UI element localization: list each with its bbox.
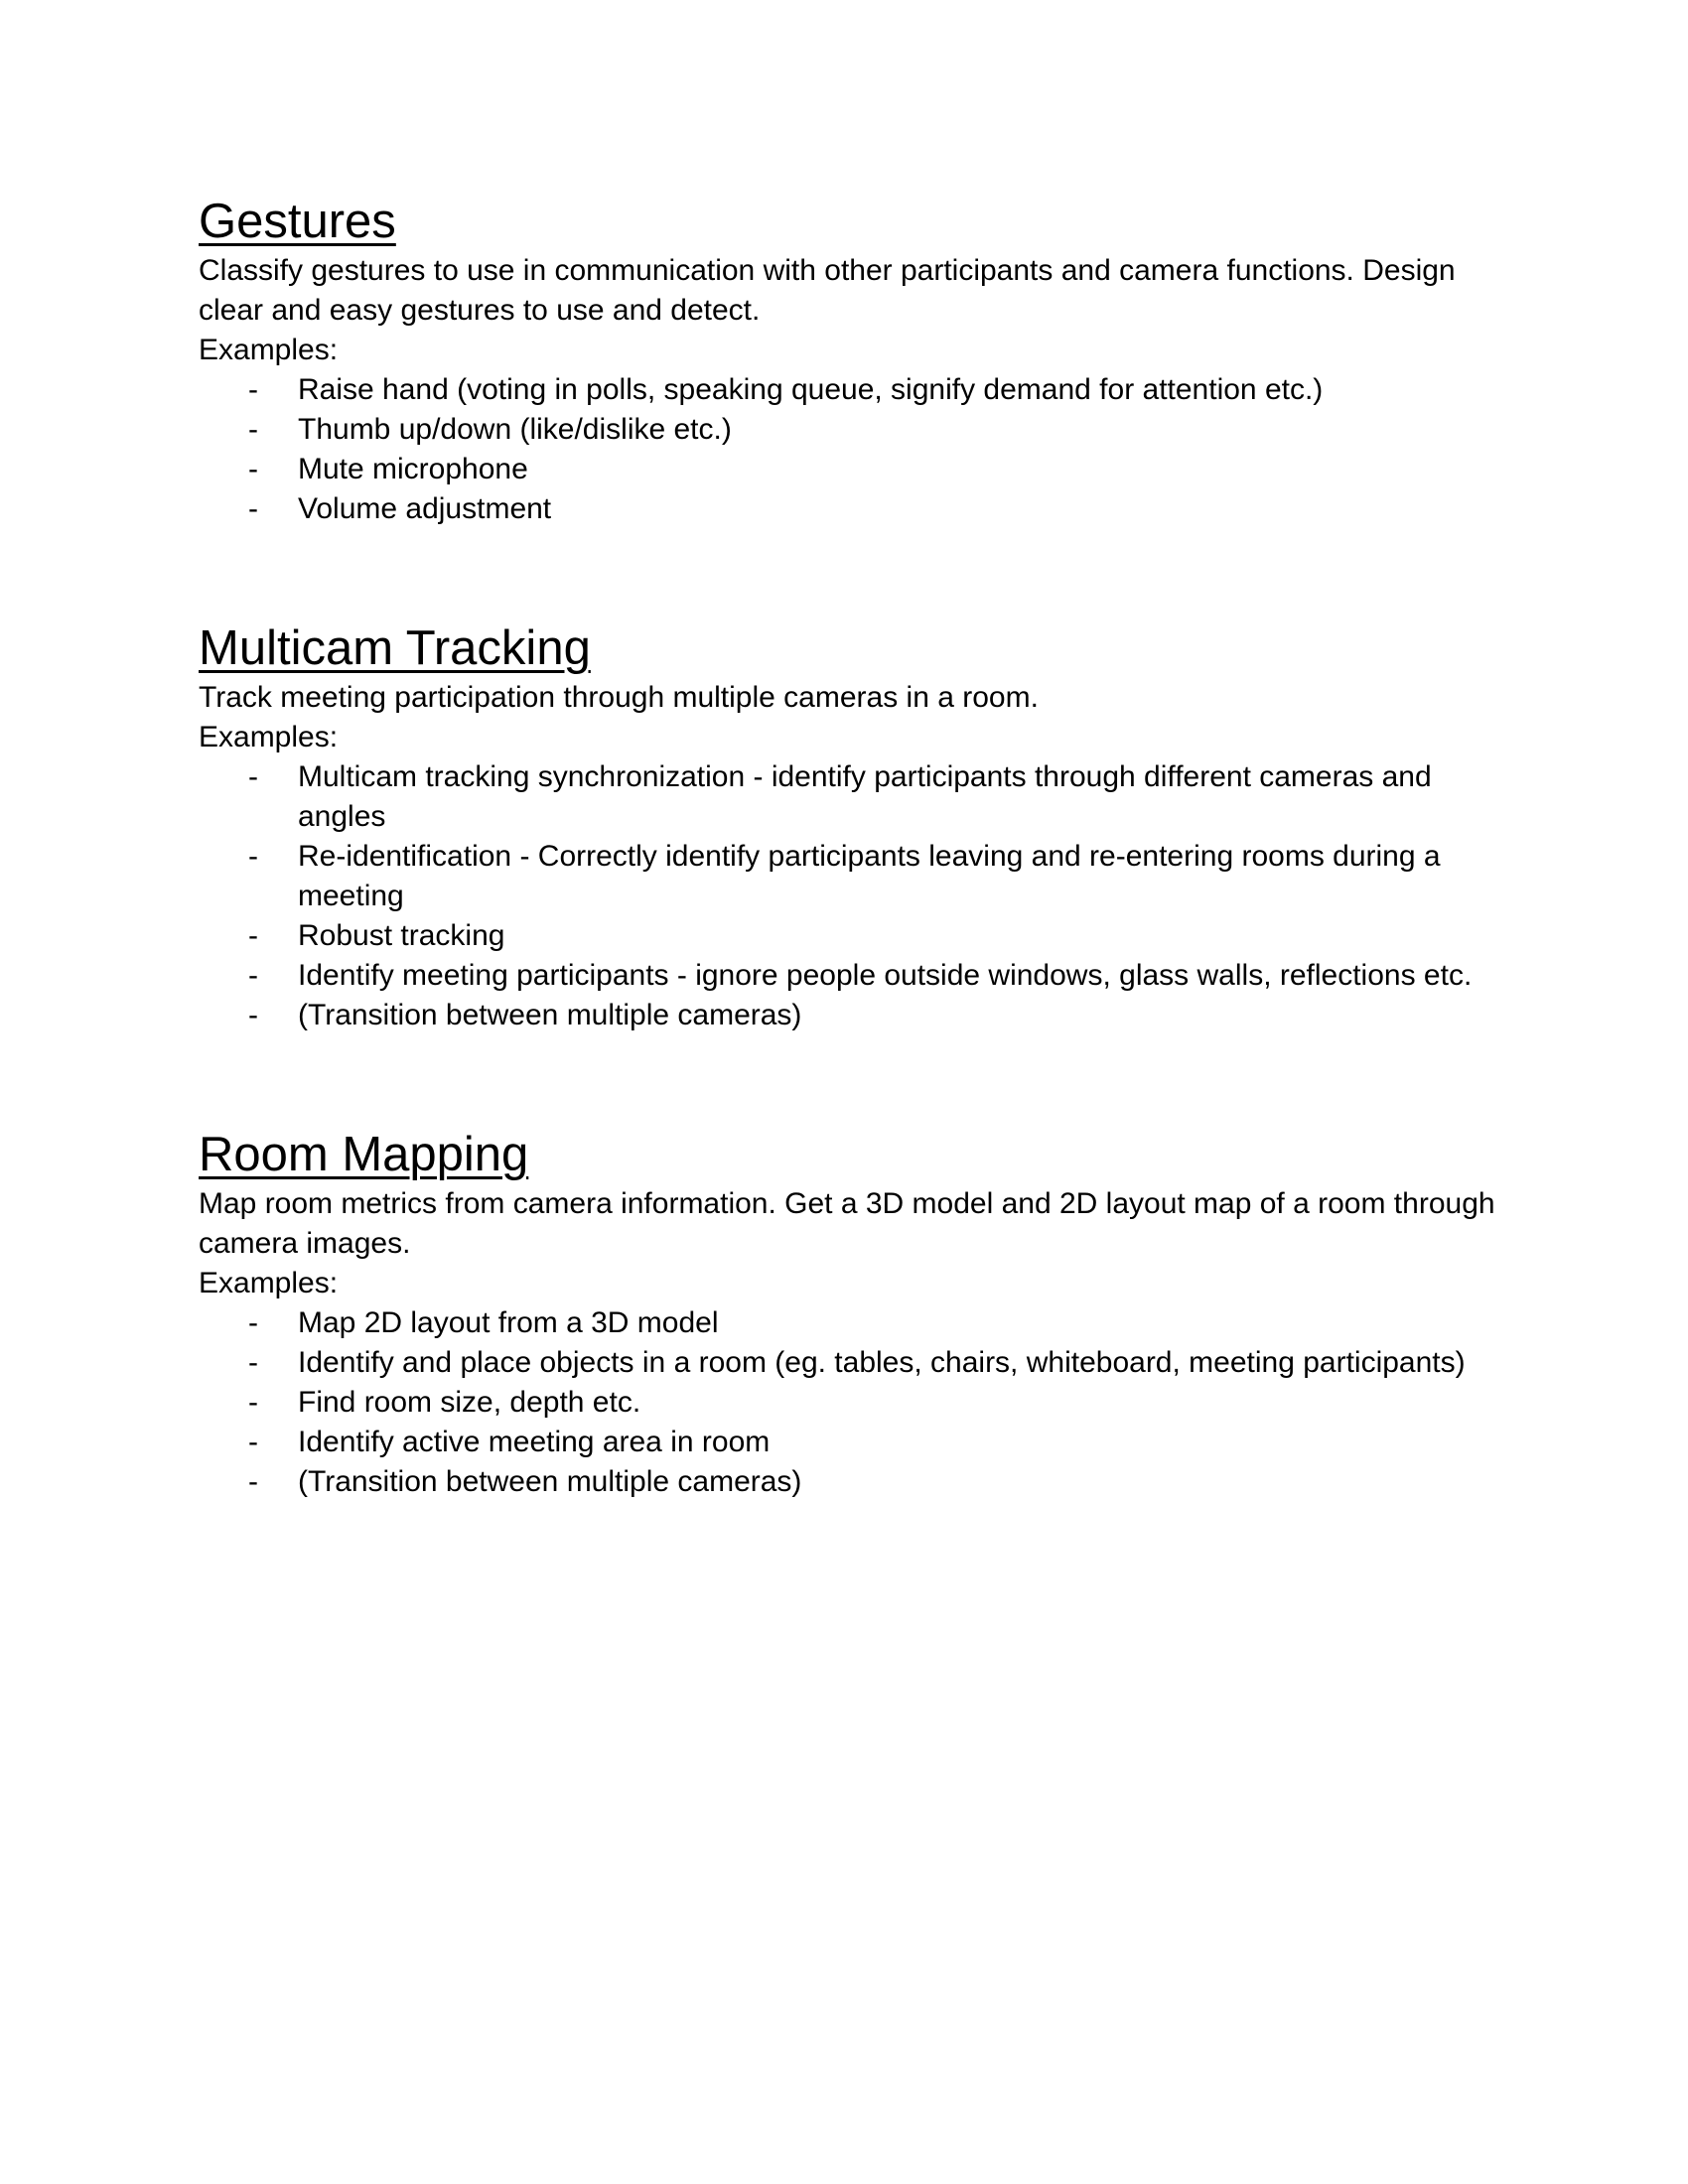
- section-description: Track meeting participation through multiple cameras in a room.: [199, 681, 1039, 714]
- examples-label: Examples:: [199, 721, 339, 753]
- section-description: Classify gestures to use in communication with other participants and camera functions. Design clear and easy gestures to use and detect.: [199, 254, 1456, 327]
- dash-bullet: -: [248, 999, 258, 1031]
- section-heading: Multicam Tracking: [199, 621, 591, 675]
- document-page: [199, 194, 1519, 1502]
- list-item-text: (Transition between multiple cameras): [298, 999, 802, 1031]
- list-item-text: Map 2D layout from a 3D model: [298, 1306, 719, 1339]
- dash-bullet: -: [248, 760, 258, 793]
- list-item: [199, 956, 1519, 996]
- list-item-text: Re-identification - Correctly identify participants leaving and re-entering rooms during a meeting: [298, 840, 1441, 912]
- examples-label: Examples:: [199, 334, 339, 366]
- list-item-text: Raise hand (voting in polls, speaking queue, signify demand for attention etc.): [298, 373, 1324, 406]
- list-item-text: Identify and place objects in a room (eg. tables, chairs, whiteboard, meeting participants): [298, 1346, 1466, 1379]
- list-item-text: Robust tracking: [298, 919, 505, 952]
- list-item: [199, 450, 1519, 489]
- dash-bullet: -: [248, 373, 258, 406]
- section-gestures: [199, 194, 1519, 529]
- list-item-text: (Transition between multiple cameras): [298, 1465, 802, 1498]
- list-item-text: Volume adjustment: [298, 492, 552, 525]
- list-item-text: Multicam tracking synchronization - identify participants through different cameras and angles: [298, 760, 1432, 833]
- dash-bullet: -: [248, 919, 258, 952]
- dash-bullet: -: [248, 453, 258, 485]
- examples-list: [199, 370, 1519, 529]
- section-multicam-tracking: [199, 620, 1519, 1035]
- dash-bullet: -: [248, 1386, 258, 1419]
- list-item: [199, 1462, 1519, 1502]
- list-item-text: Identify active meeting area in room: [298, 1426, 771, 1458]
- examples-list: [199, 757, 1519, 1035]
- list-item: [199, 489, 1519, 529]
- list-item: [199, 1423, 1519, 1462]
- dash-bullet: -: [248, 413, 258, 446]
- section-heading: Room Mapping: [199, 1128, 529, 1181]
- examples-label: Examples:: [199, 1267, 339, 1299]
- dash-bullet: -: [248, 1465, 258, 1498]
- list-item: [199, 996, 1519, 1035]
- list-item-text: Thumb up/down (like/dislike etc.): [298, 413, 732, 446]
- dash-bullet: -: [248, 840, 258, 873]
- dash-bullet: -: [248, 1346, 258, 1379]
- list-item: [199, 916, 1519, 956]
- list-item-text: Find room size, depth etc.: [298, 1386, 641, 1419]
- dash-bullet: -: [248, 1306, 258, 1339]
- list-item: [199, 1303, 1519, 1343]
- list-item: [199, 1383, 1519, 1423]
- dash-bullet: -: [248, 492, 258, 525]
- list-item: [199, 1343, 1519, 1383]
- list-item: [199, 837, 1519, 916]
- list-item-text: Identify meeting participants - ignore people outside windows, glass walls, reflections etc.: [298, 959, 1473, 992]
- dash-bullet: -: [248, 1426, 258, 1458]
- section-description: Map room metrics from camera information. Get a 3D model and 2D layout map of a room through camera images.: [199, 1187, 1495, 1260]
- list-item: [199, 757, 1519, 837]
- list-item-text: Mute microphone: [298, 453, 528, 485]
- list-item: [199, 370, 1519, 410]
- examples-list: [199, 1303, 1519, 1502]
- section-heading: Gestures: [199, 195, 396, 248]
- section-room-mapping: [199, 1127, 1519, 1502]
- dash-bullet: -: [248, 959, 258, 992]
- list-item: [199, 410, 1519, 450]
